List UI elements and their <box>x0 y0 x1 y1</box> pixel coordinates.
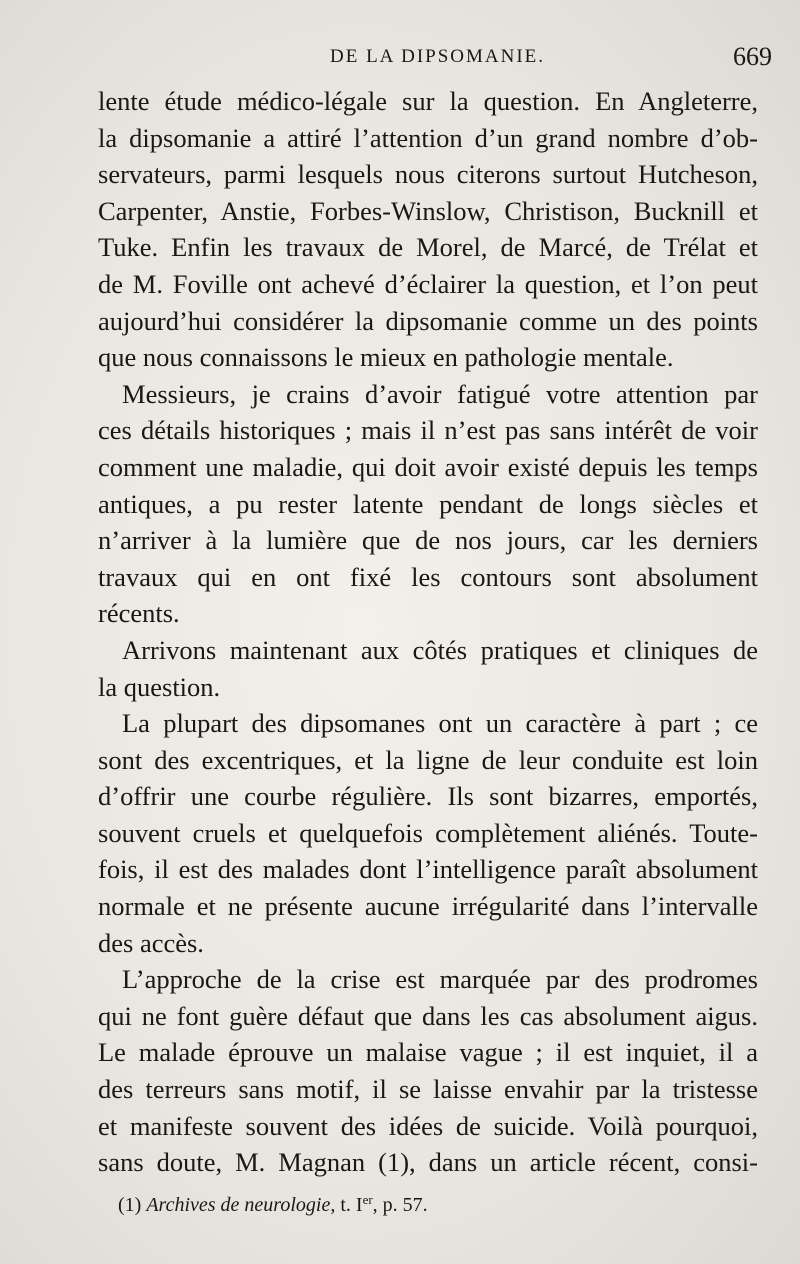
text-line: lente étude médico-légale sur la question. En Angleterre, <box>98 86 758 116</box>
text-line: de M. Foville ont achevé d’éclairer la question, et l’on peut <box>98 268 758 299</box>
text-line: aujourd’hui considérer la dipsomanie comme un des points <box>98 305 758 336</box>
text-line: récents. <box>98 598 180 629</box>
footnote-marker: (1) <box>118 1194 142 1216</box>
text-line: et manifeste souvent des idées de suicide. Voilà pourquoi, <box>98 1110 758 1141</box>
text-line: la dipsomanie a attiré l’attention d’un grand nombre d’ob- <box>98 122 758 153</box>
text-line: Tuke. Enfin les travaux de Morel, de Marcé, de Trélat et <box>98 232 758 263</box>
text-line: n’arriver à la lumière que de nos jours, car les derniers <box>98 525 758 556</box>
running-head: DE LA DIPSOMANIE. <box>330 46 546 67</box>
text-line: d’offrir une courbe régulière. Ils sont bizarres, emportés, <box>98 781 758 812</box>
text-line: servateurs, parmi lesquels nous citerons surtout Hutcheson, <box>98 159 758 190</box>
footnote-source: Archives de neurologie, <box>146 1194 336 1216</box>
text-line: souvent cruels et quelquefois complètement aliénés. Toute- <box>98 817 758 848</box>
page-header <box>98 42 772 76</box>
text-line: que nous connaissons le mieux en pathologie mentale. <box>98 342 674 373</box>
text-line: travaux qui en ont fixé les contours sont absolument <box>98 561 758 592</box>
text-line: des accès. <box>98 927 204 958</box>
body-text <box>98 83 758 1181</box>
text-line: des terreurs sans motif, il se laisse envahir par la tristesse <box>98 1074 758 1105</box>
text-line: fois, il est des malades dont l’intelligence paraît absolument <box>98 854 758 885</box>
text-line: ces détails historiques ; mais il n’est pas sans intérêt de voir <box>98 415 758 446</box>
text-line: qui ne font guère défaut que dans les cas absolument aigus. <box>98 1000 758 1031</box>
paragraph-start: Arrivons maintenant aux côtés pratiques et cliniques de <box>122 634 758 665</box>
text-line: Carpenter, Anstie, Forbes-Winslow, Christison, Bucknill et <box>98 195 758 226</box>
paragraph-start: Messieurs, je crains d’avoir fatigué votre attention par <box>122 378 758 409</box>
footnote <box>118 1192 428 1217</box>
paragraph-start: L’approche de la crise est marquée par des prodromes <box>122 964 758 995</box>
page-number: 669 <box>733 42 772 71</box>
text-line: normale et ne présente aucune irrégularité dans l’intervalle <box>98 891 758 922</box>
text-line: comment une maladie, qui doit avoir existé depuis les temps <box>98 451 758 482</box>
text-line: la question. <box>98 671 221 702</box>
text-line: sans doute, M. Magnan (1), dans un article récent, consi- <box>98 1147 758 1178</box>
paragraph-start: La plupart des dipsomanes ont un caractère à part ; ce <box>122 708 758 739</box>
footnote-volume: t. I <box>340 1194 363 1216</box>
text-line: sont des excentriques, et la ligne de leur conduite est loin <box>98 744 758 775</box>
footnote-page: , p. 57. <box>372 1194 428 1216</box>
text-line: antiques, a pu rester latente pendant de longs siècles et <box>98 488 758 519</box>
text-line: Le malade éprouve un malaise vague ; il est inquiet, il a <box>98 1037 758 1068</box>
footnote-volume-sup: er <box>362 1192 373 1207</box>
